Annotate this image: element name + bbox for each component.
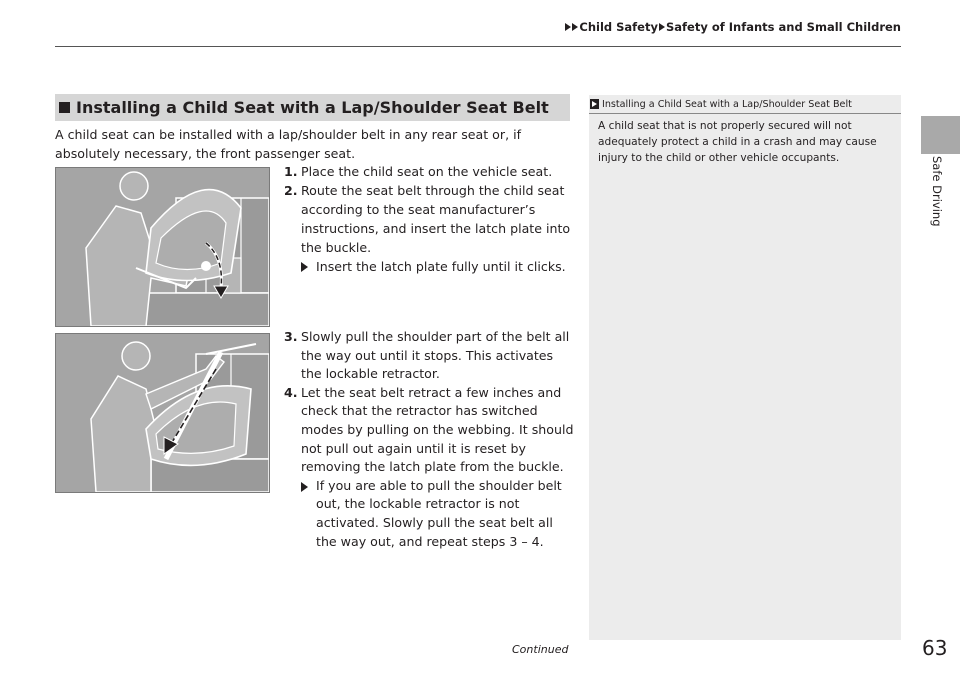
header-rule	[55, 46, 901, 47]
breadcrumb	[565, 20, 901, 34]
step-1	[284, 162, 574, 181]
step-number: 4.	[284, 384, 298, 400]
step-number: 1.	[284, 164, 298, 179]
side-note-header	[589, 95, 901, 114]
breadcrumb-infants: Safety of Infants and Small Children	[665, 20, 901, 34]
illustration-pull-shoulder-belt	[55, 333, 270, 493]
step-2	[284, 181, 573, 257]
note-marker-icon	[590, 99, 599, 109]
arrow-right-icon	[301, 262, 308, 272]
step-2-note	[284, 257, 574, 276]
continued-label: Continued	[512, 643, 569, 656]
steps-group-2	[284, 328, 576, 551]
step-3	[284, 328, 576, 384]
intro-paragraph: A child seat can be installed with a lap/shoulder belt in any rear seat or, if absolutely necessary, the front passenger seat.	[55, 127, 522, 161]
shoulder-belt-illustration	[56, 334, 269, 492]
arrow-right-icon	[659, 23, 665, 31]
page-number: 63	[922, 636, 948, 660]
step-4	[284, 384, 576, 477]
step-text: Let the seat belt retract a few inches and check that the retractor has switched modes by pulling on the webbing. It should not pull out again until it is reset by removing the latch plate from the buckle.	[301, 384, 574, 475]
arrow-right-icon	[572, 23, 578, 31]
step-note-text: If you are able to pull the shoulder belt out, the lockable retractor is not activated. Slowly pull the seat belt all the way out, and repeat steps 3 – 4.	[316, 477, 562, 549]
step-4-note	[284, 477, 576, 551]
side-note-body: A child seat that is not properly secured will not adequately protect a child in a crash and may cause injury to the child or other vehicle occupants.	[598, 120, 877, 164]
section-title: Installing a Child Seat with a Lap/Shoulder Seat Belt	[76, 98, 549, 117]
step-number: 3.	[284, 329, 298, 344]
arrow-right-icon	[301, 482, 308, 492]
square-bullet-icon	[59, 102, 70, 113]
step-text: Slowly pull the shoulder part of the belt all the way out until it stops. This activates the lockable retractor.	[301, 329, 570, 382]
illustration-place-child-seat	[55, 167, 270, 327]
side-note-panel	[589, 95, 901, 640]
breadcrumb-child-safety: Child Safety	[579, 20, 658, 34]
side-tab-marker	[921, 116, 960, 154]
child-seat-placement-illustration	[56, 168, 269, 326]
step-text: Place the child seat on the vehicle seat.	[301, 164, 553, 179]
step-number: 2.	[284, 183, 298, 198]
step-note-text: Insert the latch plate fully until it clicks.	[316, 259, 566, 274]
side-tab-label: Safe Driving	[930, 156, 944, 227]
steps-group-1	[284, 162, 574, 276]
section-title-bar	[55, 94, 570, 121]
step-text: Route the seat belt through the child seat according to the seat manufacturer’s instructions, and insert the latch plate into the buckle.	[301, 183, 571, 255]
side-note-title: Installing a Child Seat with a Lap/Shoulder Seat Belt	[602, 98, 852, 110]
arrow-right-icon	[565, 23, 571, 31]
